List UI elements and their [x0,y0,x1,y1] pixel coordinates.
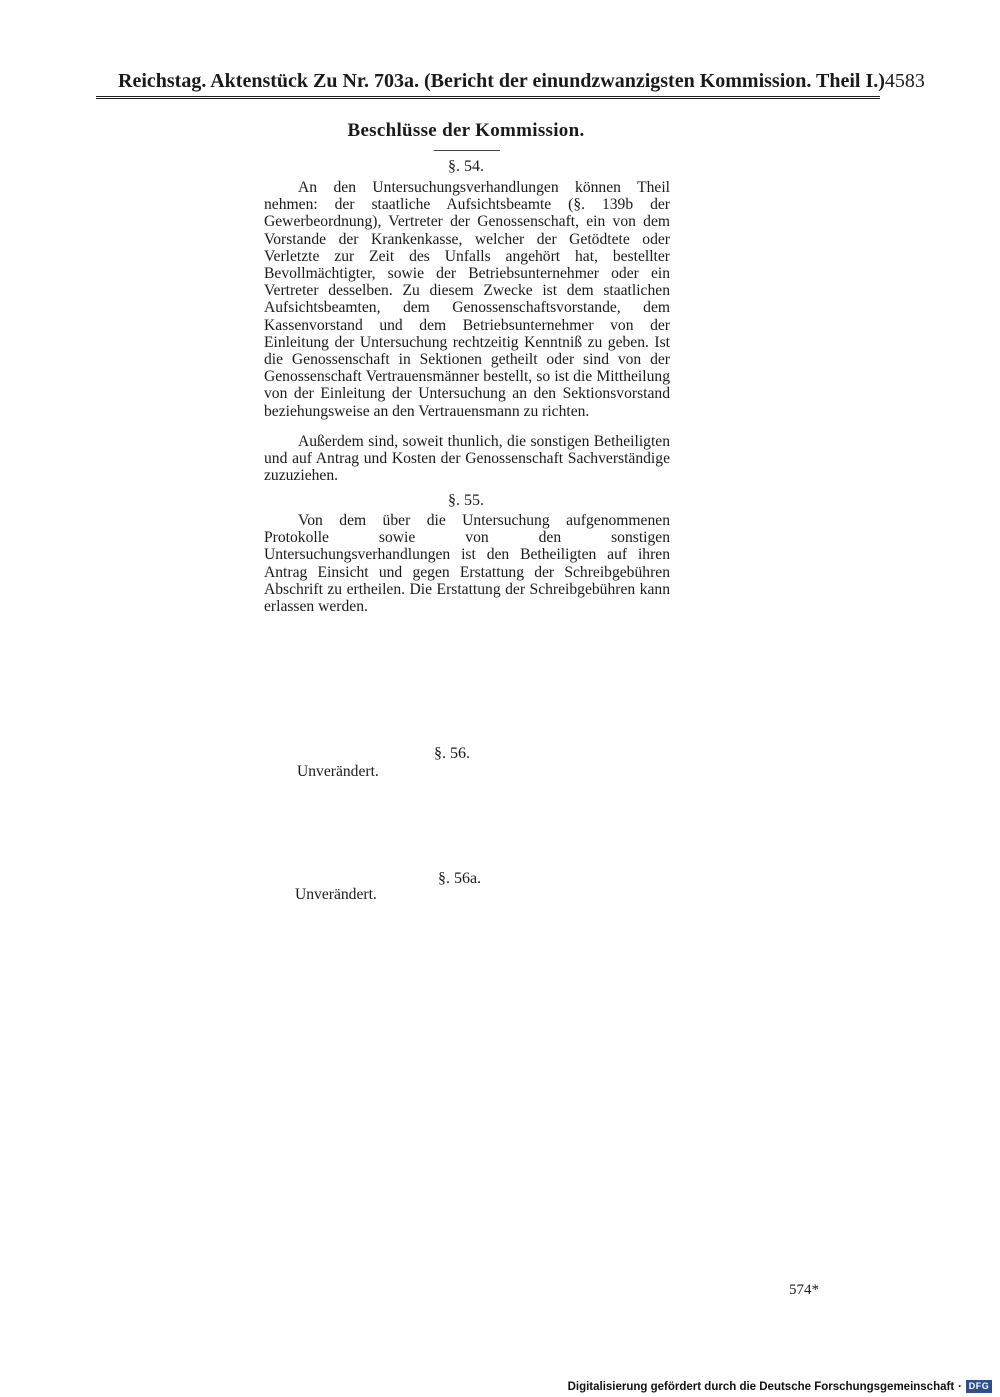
section-55-paragraph-1: Von dem über die Untersuchung aufgenommenen Protokolle sowie von den sonstigen Untersuchungsverhandlungen ist den Betheiligten auf ihren Antrag Einsicht und gegen Erstattung der Schreibgebühren Abschrift zu ertheilen. Die Erstattung der Schreibgebühren kann erlassen werden. [264,512,670,616]
section-mark-54: §. 54. [448,158,484,175]
signature-number: 574* [789,1282,819,1298]
digitization-note [568,1380,992,1393]
section-mark-55: §. 55. [448,492,484,509]
section-mark-56: §. 56. [434,745,470,762]
running-title: Reichstag. Aktenstück Zu Nr. 703a. (Bericht der einundzwanzigsten Kommission. Theil I.) [118,70,885,92]
section-mark-56a: §. 56a. [438,870,482,887]
digitization-note-text: Digitalisierung gefördert durch die Deutsche Forschungsgemeinschaft [567,1380,955,1393]
header-rule [96,96,880,97]
section-54-paragraph-1: An den Untersuchungsverhandlungen können Theil nehmen: der staatliche Aufsichtsbeamte (§. 139b der Gewerbeordnung), Vertreter der Genossenschaft, ein von dem Vorstande der Krankenkasse, welcher der Getödtete oder Verletzte zur Zeit des Unfalls angehört hat, bestellter Bevollmächtigter, sowie der Betriebsunternehmer oder ein Vertreter desselben. Zu diesem Zwecke ist dem staatlichen Aufsichtsbeamten, dem Genossenschaftsvorstande, dem Kassenvorstand und dem Betriebsunternehmer von der Einleitung der Untersuchung rechtzeitig Kenntniß zu geben. Ist die Genossenschaft in Sektionen getheilt oder sind von der Genossenschaft Vertrauensmänner bestellt, so ist die Mittheilung von der Einleitung der Untersuchung an den Sektionsvorstand beziehungsweise an den Vertrauensmann zu richten. [264,179,670,420]
section-54-paragraph-2: Außerdem sind, soweit thunlich, die sonstigen Betheiligten und auf Antrag und Kosten der Genossenschaft Sachverständige zuzuziehen. [264,433,670,485]
page-number: 4583 [884,70,925,92]
heading-divider [434,150,500,151]
running-header [118,70,925,94]
dfg-separator-icon: · [958,1380,962,1393]
page-heading: Beschlüsse der Kommission. [347,120,585,141]
section-56a-text: Unverändert. [295,886,377,903]
section-56-text: Unverändert. [297,763,379,780]
header-rule-double [96,98,880,99]
dfg-logo-icon: DFG [966,1380,992,1393]
